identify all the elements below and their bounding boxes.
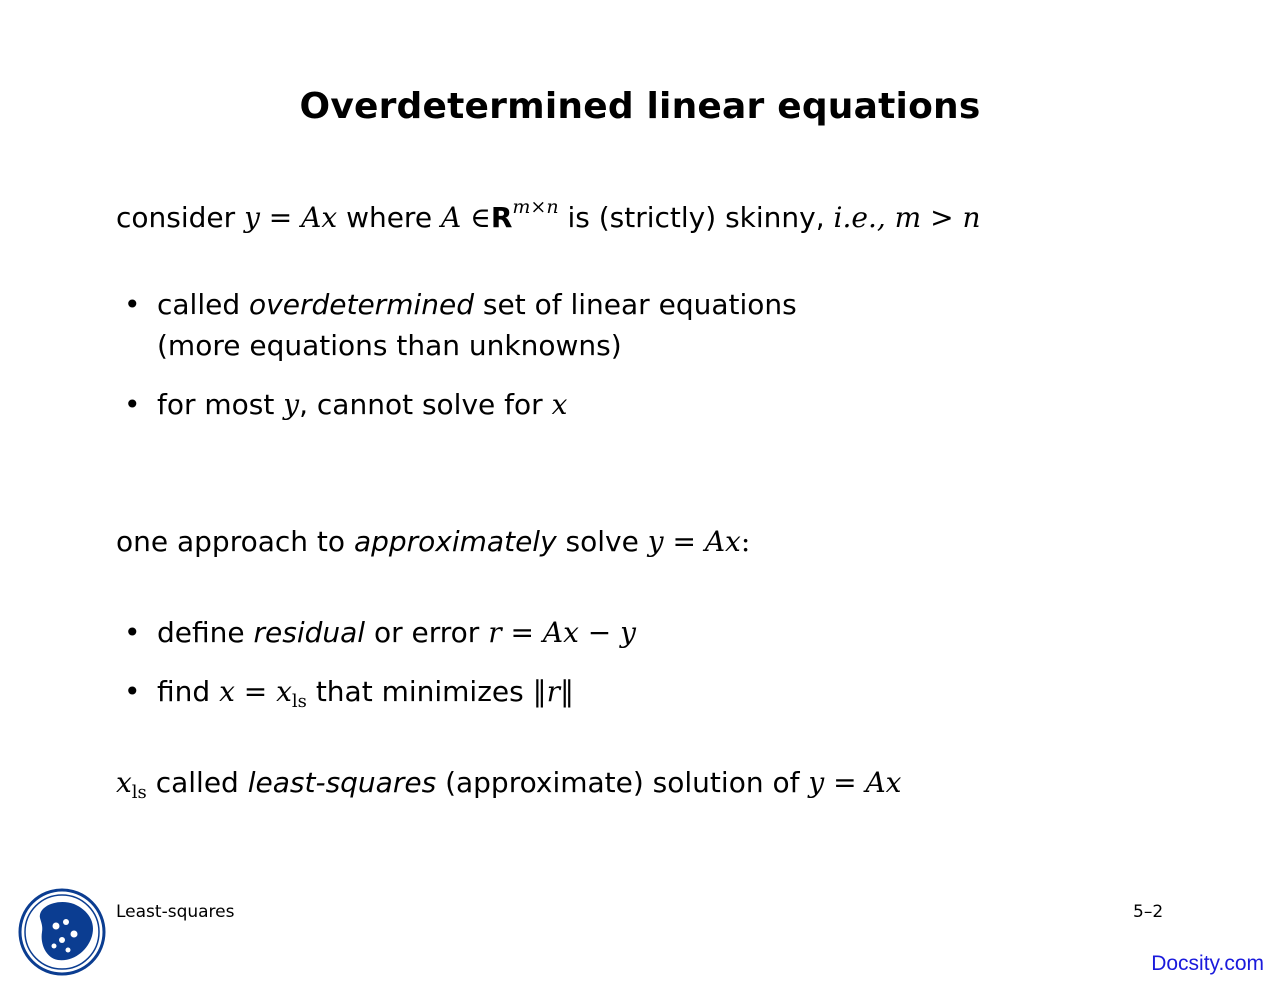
conclusion-line bbox=[116, 766, 901, 803]
approach-pre: one approach to bbox=[116, 525, 346, 558]
bullet-4-pre: find bbox=[157, 675, 211, 708]
intro-line bbox=[116, 196, 981, 234]
bullet-3-eq: r = Ax − y bbox=[488, 616, 636, 649]
bullet-4-dot: • bbox=[124, 675, 141, 708]
slide-title: Overdetermined linear equations bbox=[299, 86, 981, 127]
bullet-1-line2: (more equations than unknowns) bbox=[157, 329, 622, 362]
bullet-3-mid: or error bbox=[373, 616, 480, 649]
intro-real-set: R bbox=[490, 201, 513, 234]
conclusion-x: x bbox=[116, 766, 132, 799]
intro-dims: m×n bbox=[512, 196, 559, 218]
bullet-4-sub: ls bbox=[291, 691, 307, 712]
bullet-2-pre: for most bbox=[157, 388, 275, 421]
bullet-3-text bbox=[157, 616, 636, 649]
conclusion-em: least-squares bbox=[247, 766, 437, 799]
bullet-1-em: overdetermined bbox=[249, 288, 474, 321]
bullet-3-pre: define bbox=[157, 616, 245, 649]
intro-a-in: A ∈ bbox=[440, 201, 491, 234]
intro-where: where bbox=[346, 201, 433, 234]
bullet-4-norm: ‖r‖ bbox=[532, 675, 575, 708]
docsity-watermark[interactable]: Docsity.com bbox=[1151, 952, 1264, 975]
approach-em: approximately bbox=[353, 525, 557, 558]
bullet-1-text bbox=[157, 288, 797, 321]
intro-skinny: is (strictly) skinny, bbox=[567, 201, 825, 234]
bullet-2-dot: • bbox=[124, 388, 141, 421]
footer-page-number: 5–2 bbox=[1133, 902, 1164, 922]
bullet-1-post: set of linear equations bbox=[482, 288, 797, 321]
intro-ie: i.e., bbox=[833, 201, 886, 234]
bullet-3-dot: • bbox=[124, 616, 141, 649]
bullet-2-var-y: y bbox=[283, 388, 300, 421]
bullet-1-dot: • bbox=[124, 288, 141, 321]
bullet-4-eq: x = x bbox=[219, 675, 292, 708]
intro-consider: consider bbox=[116, 201, 236, 234]
conclusion-mid: (approximate) solution of bbox=[445, 766, 800, 799]
conclusion-pre: called bbox=[155, 766, 239, 799]
conclusion-eq: y = Ax bbox=[808, 766, 902, 799]
intro-eq: y = Ax bbox=[244, 201, 338, 234]
bullet-2-text bbox=[157, 388, 567, 421]
approach-line bbox=[116, 525, 750, 558]
bullet-4-text bbox=[157, 675, 574, 712]
conclusion-sub: ls bbox=[131, 782, 147, 803]
university-seal-icon bbox=[18, 888, 106, 976]
intro-m-gt-n: m > n bbox=[894, 201, 981, 234]
bullet-4-mid: that minimizes bbox=[315, 675, 524, 708]
bullet-2-var-x: x bbox=[551, 388, 568, 421]
bullet-1-pre: called bbox=[157, 288, 241, 321]
bullet-2-mid: , cannot solve for bbox=[299, 388, 543, 421]
approach-eq: y = Ax bbox=[647, 525, 741, 558]
approach-colon: : bbox=[740, 525, 751, 558]
approach-mid: solve bbox=[565, 525, 639, 558]
bullet-3-em: residual bbox=[253, 616, 366, 649]
footer-section: Least-squares bbox=[116, 902, 235, 922]
